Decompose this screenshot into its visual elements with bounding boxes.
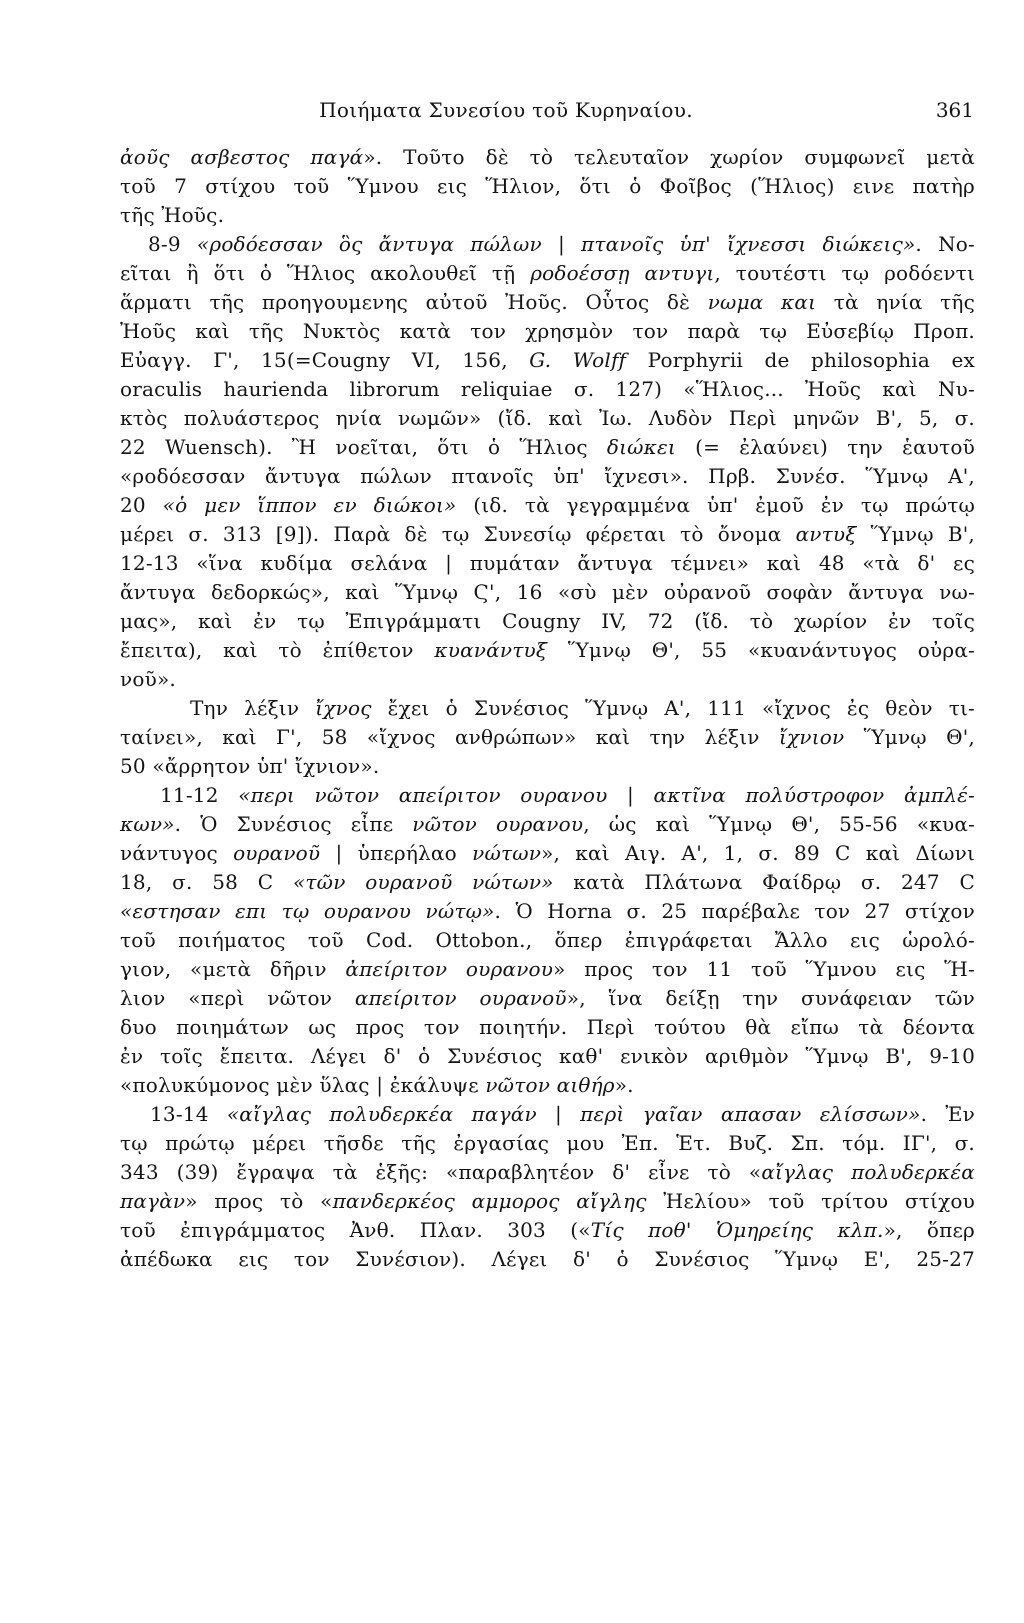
text-segment: (= ἐλαύνει) την ἑαυτοῦ <box>675 435 975 459</box>
text-segment: Ἠοῦς καὶ τῆς Νυκτὸς κατὰ τον χρησμὸν τον παρὰ τῳ Εὐσεβίῳ Προπ. <box>120 319 975 343</box>
italic-text-segment: ἴχνιον <box>778 725 845 749</box>
italic-text-segment: αἴγλας πολυδερκέα <box>761 1160 975 1184</box>
italic-text-segment: G. Wolff <box>529 348 627 372</box>
text-segment: εῖται ἢ ὅτι ὁ Ἥλιος ακολουθεῖ τῇ <box>120 261 531 285</box>
italic-text-segment: «ροδόεσσαν ὃς ἄντυγα πώλων | πτανοῖς ὑπ' ἴχνεσσι διώκεις» <box>196 232 916 256</box>
text-line <box>120 1071 975 1100</box>
text-segment: oraculis haurienda librorum reliquiae σ. 127) «Ἥλιος... Ἠοῦς καὶ Νυ- <box>120 377 975 401</box>
text-segment: Ἠελίου» τοῦ τρίτου στίχου <box>646 1189 975 1213</box>
paragraph <box>120 230 975 694</box>
text-segment: », ὅπερ <box>883 1218 976 1242</box>
text-segment: Την λέξιν <box>190 696 316 720</box>
text-segment: ». Τοῦτο δὲ τὸ τελευταῖον χωρίον συμφωνεῖ μετὰ <box>363 145 975 169</box>
text-segment: » προς τον 11 τοῦ Ὕμνου εις Ἥ- <box>553 957 975 981</box>
text-line <box>120 404 975 433</box>
italic-text-segment: ἴχνος <box>315 696 372 720</box>
text-line <box>120 926 975 955</box>
text-segment: . Ἐν <box>920 1102 976 1126</box>
italic-text-segment: «εστησαν επι τῳ ουρανου νώτῳ» <box>120 899 495 923</box>
text-segment: 18, σ. 58 C <box>120 870 293 894</box>
text-segment: », καὶ Αιγ. Α', 1, σ. 89 C καὶ Δίωνι <box>541 841 975 865</box>
text-segment: 8-9 <box>148 232 197 256</box>
text-line <box>120 1187 975 1216</box>
italic-text-segment: αντυξ <box>795 522 857 546</box>
text-segment: Ὕμνῳ Θ', 55 «κυανάντυγος οὐρα- <box>547 638 975 662</box>
text-line <box>120 1158 975 1187</box>
paragraph <box>120 781 975 1100</box>
italic-text-segment: ἀπείριτον ουρανου <box>345 957 554 981</box>
text-segment: τοῦ 7 στίχου τοῦ Ὕμνου εις Ἥλιον, ὅτι ὁ Φοῖβος (Ἥλιος) εινε πατὴρ <box>120 174 975 198</box>
text-line <box>120 317 975 346</box>
text-segment: κατὰ Πλάτωνα Φαίδρῳ σ. 247 C <box>553 870 975 894</box>
italic-text-segment: Τίς ποθ' Ὁμηρείης κλπ. <box>590 1218 884 1242</box>
text-segment: ἄντυγα δεδορκώς», καὶ Ὕμνῳ Ϛ', 16 «σὺ μὲν οὐρανοῦ σοφὰν ἄντυγα νω- <box>120 580 975 604</box>
text-segment: 13-14 <box>150 1102 227 1126</box>
text-line <box>120 868 975 897</box>
text-line <box>120 955 975 984</box>
text-segment: Εὐαγγ. Γ', 15(=Cougny VI, 156, <box>120 348 530 372</box>
text-line <box>120 723 975 752</box>
text-segment: , τουτέστι τῳ ροδόεντι <box>714 261 975 285</box>
text-segment: νοῦ». <box>120 667 176 691</box>
text-line <box>120 839 975 868</box>
text-segment: τῳ πρώτῳ μέρει τῆσδε τῆς ἐργασίας μου Ἐπ. Ἑτ. Βυζ. Σπ. τόμ. ΙΓ', σ. <box>120 1131 975 1155</box>
italic-text-segment: «αἴγλας πολυδερκέα παγάν | περὶ γαῖαν απασαν ελίσσων» <box>226 1102 921 1126</box>
text-line <box>120 607 975 636</box>
page-number: 361 <box>935 98 974 122</box>
text-line <box>120 462 975 491</box>
text-line <box>120 288 975 317</box>
text-segment: Ὕμνῳ Β', <box>856 522 975 546</box>
italic-text-segment: παγὰν <box>120 1189 186 1213</box>
text-line <box>120 1245 975 1274</box>
text-segment: . Νο- <box>915 232 975 256</box>
text-line <box>120 578 975 607</box>
italic-text-segment: κυανάντυξ <box>434 638 548 662</box>
italic-text-segment: «περι νῶτον απείριτον ουρανου | ακτῖνα πολύστροφον ἀμπλέ- <box>238 783 975 807</box>
text-segment: 12-13 «ἵνα κυδίμα σελάνα | πυμάταν ἄντυγα τέμνει» καὶ 48 «τὰ δ' ες <box>120 551 975 575</box>
text-line <box>120 1129 975 1158</box>
text-line <box>120 520 975 549</box>
text-segment: δυο ποιημάτων ως προς τον ποιητήν. Περὶ τούτου θὰ εἴπω τὰ δέοντα <box>120 1015 975 1039</box>
text-line <box>120 984 975 1013</box>
text-line <box>120 172 975 201</box>
text-segment: ἐν τοῖς ἔπειτα. Λέγει δ' ὁ Συνέσιος καθ' ενικὸν αριθμὸν Ὕμνῳ Β', 9-10 <box>120 1044 975 1068</box>
italic-text-segment: νώτων <box>472 841 542 865</box>
italic-text-segment: κων» <box>120 812 175 836</box>
text-line <box>120 230 975 259</box>
text-segment: . Ὁ Συνέσιος εἶπε <box>174 812 413 836</box>
text-line <box>120 549 975 578</box>
text-line <box>120 201 975 230</box>
text-segment: », ἵνα δείξῃ την συνάφειαν τῶν <box>566 986 976 1010</box>
text-line <box>120 1013 975 1042</box>
italic-text-segment: ουρανοῦ <box>233 841 321 865</box>
text-segment: 22 Wuensch). Ἢ νοεῖται, ὅτι ὁ Ἥλιος <box>120 435 607 459</box>
text-segment: νάντυγος <box>120 841 234 865</box>
paragraph <box>120 1100 975 1274</box>
text-line <box>120 491 975 520</box>
text-line <box>120 1216 975 1245</box>
running-header-title: Ποιήματα Συνεσίου τοῦ Κυρηναίου. <box>319 98 693 122</box>
text-segment: τοῦ ἐπιγράμματος Ἀνθ. Πλαν. 303 (« <box>120 1218 591 1242</box>
text-segment: » προς τὸ « <box>185 1189 333 1213</box>
text-segment: ἔπειτα), καὶ τὸ ἐπίθετον <box>120 638 435 662</box>
italic-text-segment: απείριτον ουρανοῦ <box>354 986 567 1010</box>
main-text <box>120 143 975 1274</box>
italic-text-segment: νῶτον ουρανου <box>412 812 584 836</box>
text-segment: 20 <box>120 493 163 517</box>
text-segment: 343 (39) ἔγραψα τὰ ἑξῆς: «παραβλητέον δ' εἶνε τὸ « <box>120 1160 762 1184</box>
text-segment: τοῦ ποιήματος τοῦ Cod. Ottobon., ὅπερ ἐπιγράφεται Ἄλλο εις ὡρολό- <box>120 928 975 952</box>
italic-text-segment: διώκει <box>606 435 676 459</box>
text-segment: 11-12 <box>160 783 239 807</box>
text-line <box>120 1100 975 1129</box>
text-line <box>120 665 975 694</box>
text-segment: Ὕμνῳ Θ', <box>844 725 975 749</box>
text-line <box>120 897 975 926</box>
text-line <box>120 752 975 781</box>
text-segment: ἅρματι τῆς προηγουμενης αὐτοῦ Ἠοῦς. Οὗτος δὲ <box>120 290 708 314</box>
text-segment: , ὡς καὶ Ὕμνῳ Θ', 55-56 «κυα- <box>583 812 975 836</box>
text-segment: τῆς Ἠοῦς. <box>120 203 225 227</box>
italic-text-segment: νωμα και <box>707 290 817 314</box>
text-segment: λιον «περὶ νῶτον <box>120 986 355 1010</box>
text-line <box>120 781 975 810</box>
text-segment: Porphyrii de philosophia ex <box>626 348 975 372</box>
text-segment: τὰ ηνία τῆς <box>816 290 975 314</box>
text-line <box>120 346 975 375</box>
text-line <box>120 259 975 288</box>
text-segment: ». <box>614 1073 634 1097</box>
text-line <box>120 694 975 723</box>
text-segment: | ὑπερήλαο <box>320 841 473 865</box>
text-segment: κτὸς πολυάστερος ηνία νωμῶν» (ἴδ. καὶ Ἰω. Λυδὸν Περὶ μηνῶν Β', 5, σ. <box>120 406 975 430</box>
text-segment: «ροδόεσσαν ἄντυγα πώλων πτανοῖς ὑπ' ἴχνεσι». Πρβ. Συνέσ. Ὕμνῳ Α', <box>120 464 975 488</box>
text-segment: «πολυκύμονος μὲν ὕλας | ἐκάλυψε <box>120 1073 486 1097</box>
italic-text-segment: ἀοῦς ασβεστος παγά <box>120 145 364 169</box>
italic-text-segment: «τῶν ουρανοῦ νώτων» <box>292 870 554 894</box>
text-segment: ἀπέδωκα εις τον Συνέσιον). Λέγει δ' ὁ Συνέσιος Ὕμνῳ Ε', 25-27 <box>120 1247 975 1271</box>
text-line <box>120 375 975 404</box>
text-segment: μας», καὶ ἐν τῳ Ἐπιγράμματι Cougny IV, 72 (ἴδ. τὸ χωρίον ἐν τοῖς <box>120 609 975 633</box>
text-segment: . Ὁ Horna σ. 25 παρέβαλε τον 27 στίχον <box>494 899 975 923</box>
italic-text-segment: ροδοέσσῃ αντυγι <box>530 261 715 285</box>
italic-text-segment: νῶτον αιθήρ <box>485 1073 615 1097</box>
text-line <box>120 143 975 172</box>
text-segment: (ιδ. τὰ γεγραμμένα ὑπ' ἐμοῦ ἐν τῳ πρώτῳ <box>456 493 975 517</box>
text-line <box>120 433 975 462</box>
text-line <box>120 1042 975 1071</box>
paragraph <box>120 143 975 230</box>
text-segment: γιον, «μετὰ δῆριν <box>120 957 346 981</box>
italic-text-segment: «ὁ μεν ἵππον εν διώκοι» <box>162 493 457 517</box>
text-line <box>120 636 975 665</box>
text-segment: ταίνει», καὶ Γ', 58 «ἴχνος ανθρώπων» καὶ την λέξιν <box>120 725 779 749</box>
text-segment: μέρει σ. 313 [9]). Παρὰ δὲ τῳ Συνεσίῳ φέρεται τὸ ὄνομα <box>120 522 796 546</box>
text-segment: ἔχει ὁ Συνέσιος Ὕμνῳ Α', 111 «ἴχνος ἐς θεὸν τι- <box>371 696 975 720</box>
text-segment: 50 «ἄρρητον ὑπ' ἴχνιον». <box>120 754 380 778</box>
paragraph <box>120 694 975 781</box>
text-line <box>120 810 975 839</box>
italic-text-segment: πανδερκέος αμμορος αἴγλης <box>332 1189 647 1213</box>
